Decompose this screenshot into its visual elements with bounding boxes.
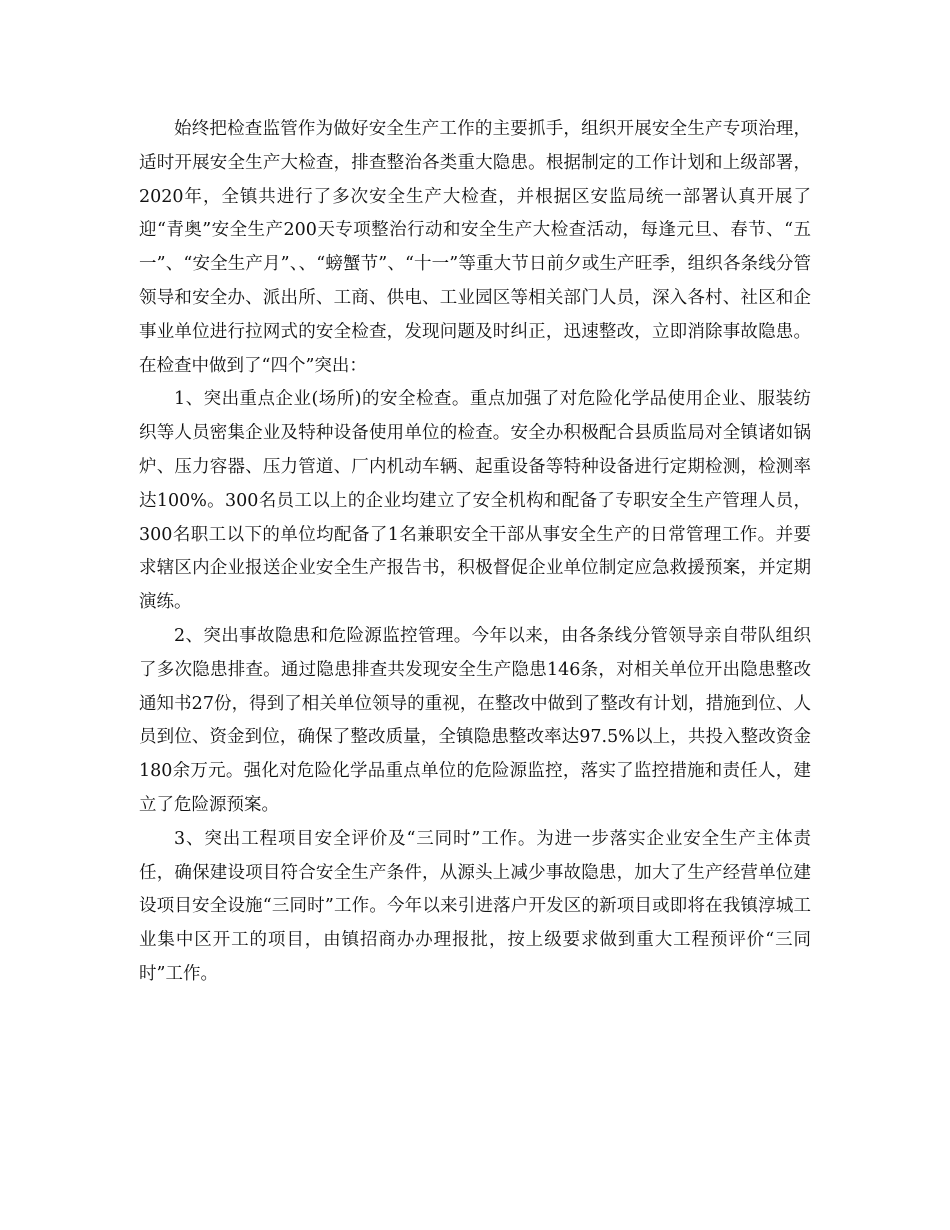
- paragraph-key-enterprises: 1、突出重点企业(场所)的安全检查。重点加强了对危险化学品使用企业、服装纺织等人员密集企业及特种设备使用单位的检查。安全办积极配合县质监局对全镇诸如锅炉、压力容器、压力管道、厂内机动车辆、起重设备等特种设备进行定期检测，检测率达100%。300名员工以上的企业均建立了安全机构和配备了专职安全生产管理人员，300名职工以下的单位均配备了1名兼职安全干部从事安全生产的日常管理工作。并要求辖区内企业报送企业安全生产报告书，积极督促企业单位制定应急救援预案，并定期演练。: [139, 389, 811, 613]
- paragraph-hazard-monitoring: 2、突出事故隐患和危险源监控管理。今年以来，由各条线分管领导亲自带队组织了多次隐患排查。通过隐患排查共发现安全生产隐患146条，对相关单位开出隐患整改通知书27份，得到了相关单位领导的重视，在整改中做到了整改有计划，措施到位、人员到位、资金到位，确保了整改质量，全镇隐患整改率达97.5%以上，共投入整改资金180余万元。强化对危险化学品重点单位的危险源监控，落实了监控措施和责任人，建立了危险源预案。: [139, 625, 811, 815]
- paragraph-project-safety-evaluation: 3、突出工程项目安全评价及“三同时”工作。为进一步落实企业安全生产主体责任，确保建设项目符合安全生产条件，从源头上减少事故隐患，加大了生产经营单位建设项目安全设施“三同时”工作。今年以来引进落户开发区的新项目或即将在我镇淳城工业集中区开工的项目，由镇招商办办理报批，按上级要求做到重大工程预评价“三同时”工作。: [139, 828, 811, 984]
- document-body: [139, 113, 811, 992]
- paragraph-inspection-overview: 始终把检查监管作为做好安全生产工作的主要抓手，组织开展安全生产专项治理，适时开展安全生产大检查，排查整治各类重大隐患。根据制定的工作计划和上级部署，2020年，全镇共进行了多次安全生产大检查，并根据区安监局统一部署认真开展了迎“青奥”安全生产200天专项整治行动和安全生产大检查活动，每逢元旦、春节、“五一”、“安全生产月”、、“螃蟹节”、“十一”等重大节日前夕或生产旺季，组织各条线分管领导和安全办、派出所、工商、供电、工业园区等相关部门人员，深入各村、社区和企事业单位进行拉网式的安全检查，发现问题及时纠正，迅速整改，立即消除事故隐患。在检查中做到了“四个”突出：: [139, 119, 811, 376]
